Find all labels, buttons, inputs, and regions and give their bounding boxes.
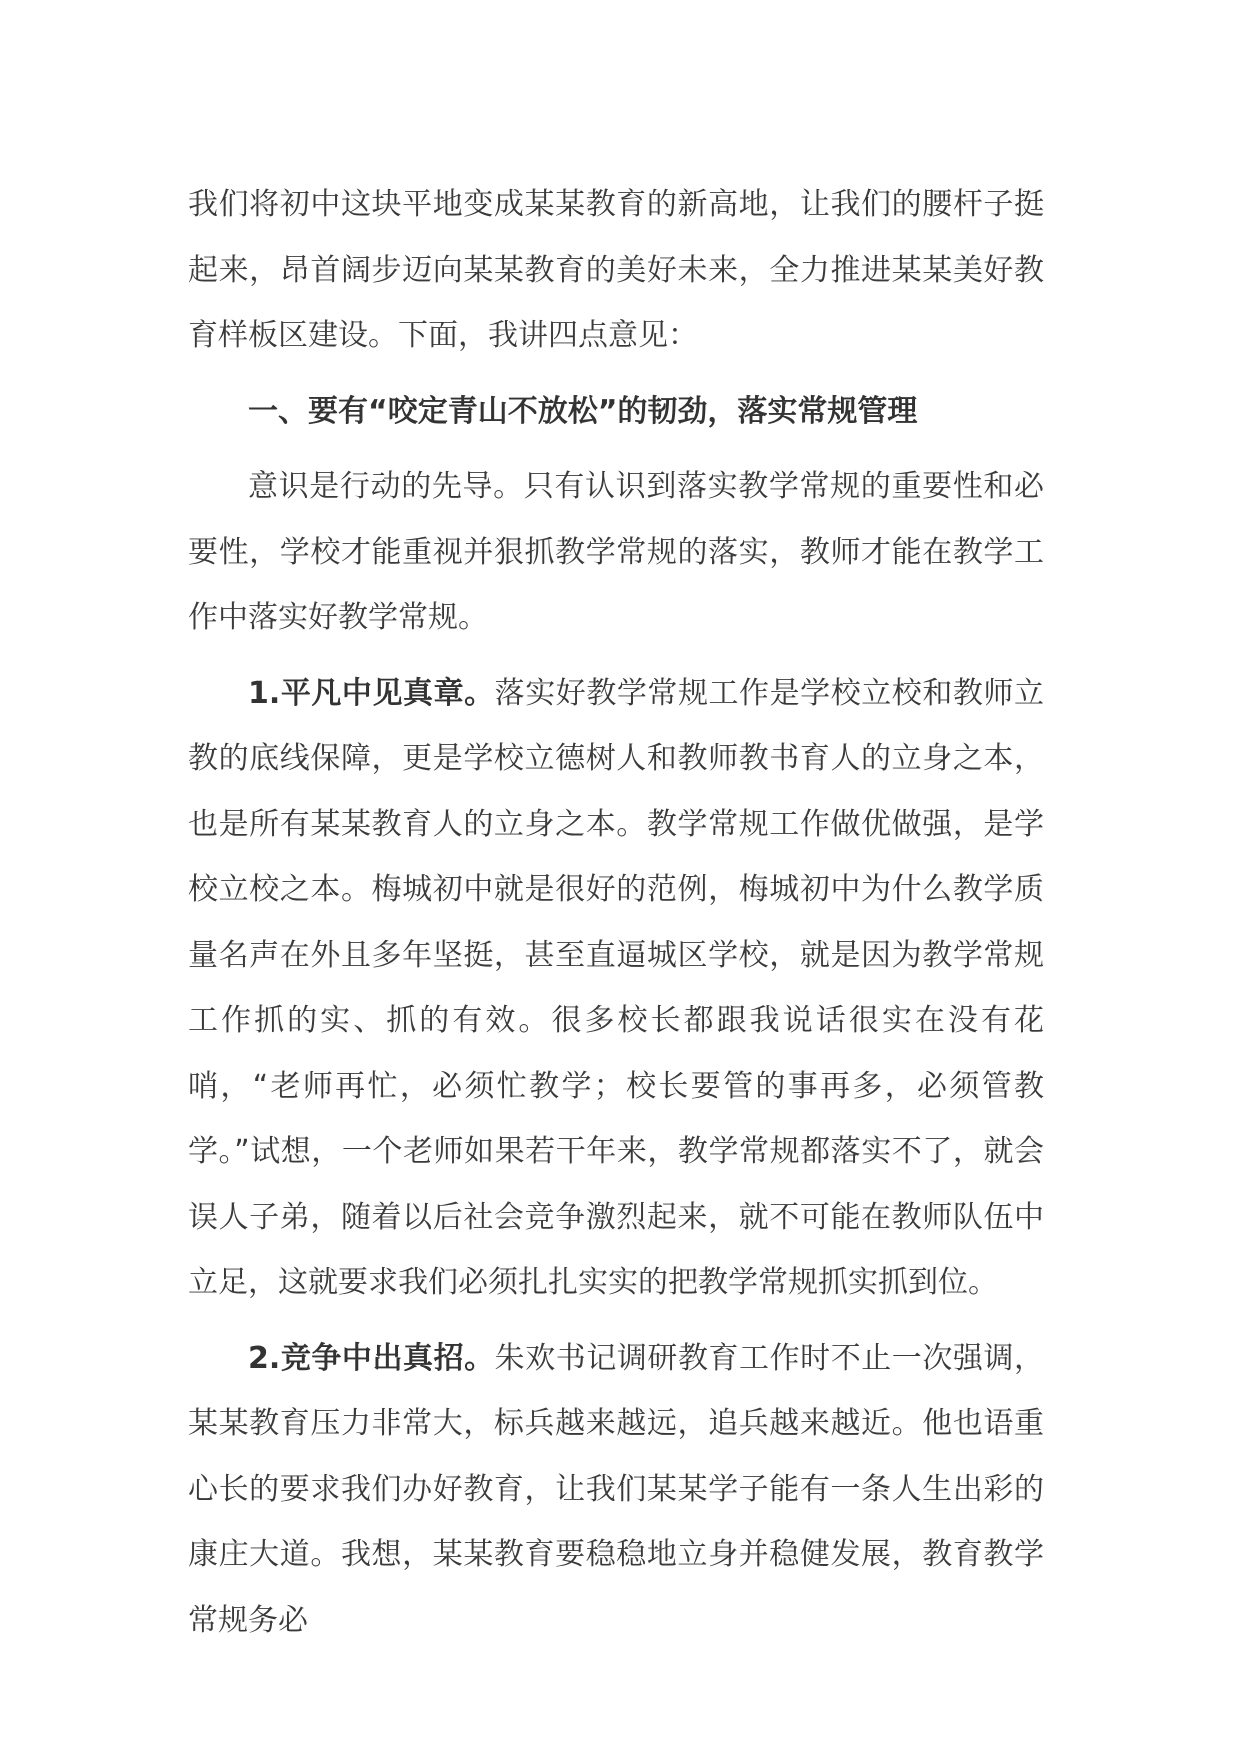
point-1-body: 落实好教学常规工作是学校立校和教师立教的底线保障，更是学校立德树人和教师教书育人的立身之本，也是所有某某教育人的立身之本。教学常规工作做优做强，是学校立校之本。梅城初中就是很好的范例，梅城初中为什么教学质量名声在外且多年坚挺，甚至直逼城区学校，就是因为教学常规工作抓的实、抓的有效。很多校长都跟我说话很实在没有花哨，“老师再忙，必须忙教学；校长要管的事再多，必须管教学。”试想，一个老师如果若干年来，教学常规都落实不了，就会误人子弟，随着以后社会竞争激烈起来，就不可能在教师队伍中立足，这就要求我们必须扎扎实实的把教学常规抓实抓到位。: [188, 675, 1045, 1300]
point-2-body: 朱欢书记调研教育工作时不止一次强调，某某教育压力非常大，标兵越来越远，追兵越来越近。他也语重心长的要求我们办好教育，让我们某某学子能有一条人生出彩的康庄大道。我想，某某教育要稳稳地立身并稳健发展，教育教学常规务必: [188, 1340, 1045, 1638]
section-heading-1: 一、要有“咬定青山不放松”的韧劲，落实常规管理: [248, 393, 918, 429]
point-2-paragraph: [188, 1326, 1044, 1654]
point-1-title: 1.平凡中见真章。: [248, 675, 495, 711]
intro-paragraph: 我们将初中这块平地变成某某教育的新高地，让我们的腰杆子挺起来，昂首阔步迈向某某教育的美好未来，全力推进某某美好教育样板区建设。下面，我讲四点意见：: [188, 187, 1044, 353]
awareness-paragraph: 意识是行动的先导。只有认识到落实教学常规的重要性和必要性，学校才能重视并狠抓教学常规的落实，教师才能在教学工作中落实好教学常规。: [188, 469, 1044, 635]
point-1-paragraph: [188, 661, 1044, 1316]
document-body: [188, 172, 1044, 1663]
point-2-title: 2.竞争中出真招。: [248, 1340, 495, 1376]
